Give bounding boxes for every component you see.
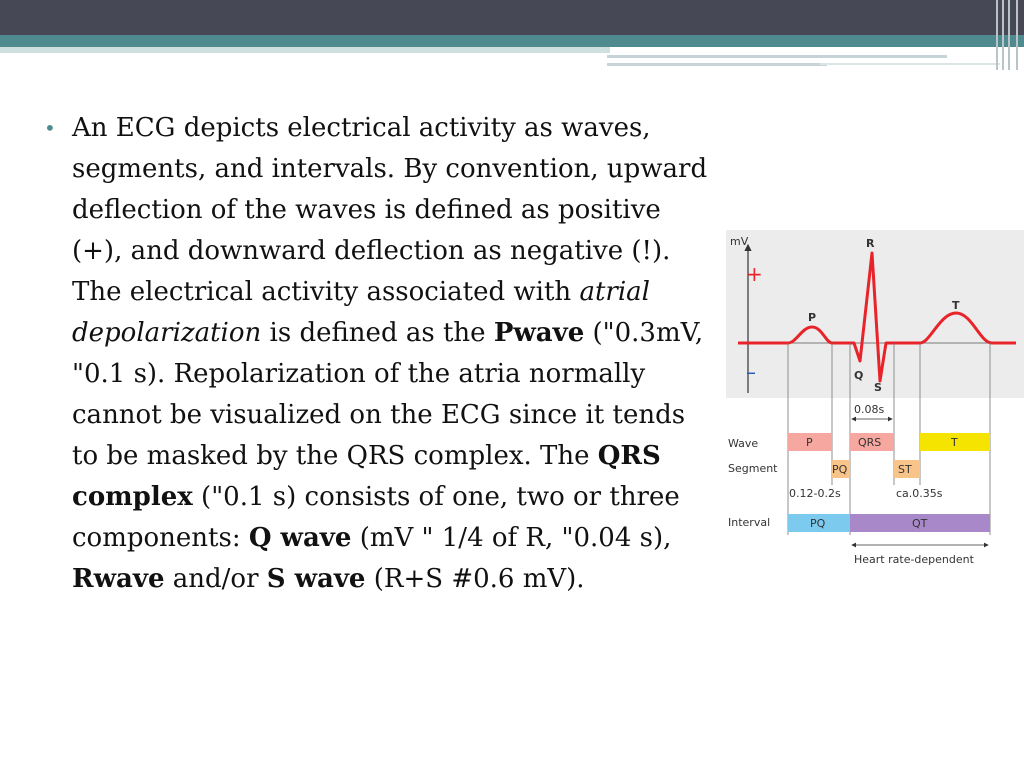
text-run: An ECG depicts electrical activity as waves, segments, and intervals. By convention, upward deflection of the waves is defined as positive (+), and downward deflection as negative (!). The electrical activity associated with: [72, 113, 708, 307]
text-run: ("0.3mV, "0.1 s). Repolarization of the atria normally cannot be visualized on the ECG since it tends to be masked by the QRS complex. The: [72, 318, 704, 471]
segment-bar-st-label: ST: [898, 463, 912, 476]
heart-rate-label: Heart rate-dependent: [854, 553, 974, 566]
row-label-interval: Interval: [728, 516, 771, 529]
text-bold-q-wave: Q wave: [248, 523, 352, 553]
ecg-diagram-svg: [726, 205, 1024, 575]
header-decor-line: [607, 63, 827, 66]
wave-bar-qrs-label: QRS: [858, 436, 882, 449]
qrs-duration-label: 0.08s: [854, 403, 885, 416]
interval-bar-pq-label: PQ: [810, 517, 826, 530]
wave-bar-p-label: P: [806, 436, 813, 449]
negative-sign: –: [746, 360, 756, 384]
ecg-diagram: [726, 205, 1024, 575]
row-label-segment: Segment: [728, 462, 778, 475]
peak-label-q: Q: [854, 369, 864, 382]
positive-sign: +: [746, 262, 763, 286]
qt-time-label: ca.0.35s: [896, 487, 943, 500]
wave-bar-t-label: T: [951, 436, 958, 449]
text-run: is defined as the: [261, 318, 494, 348]
pq-time-label: 0.12-0.2s: [789, 487, 841, 500]
interval-bar-qt-label: QT: [912, 517, 928, 530]
slide-body: [44, 108, 714, 600]
header-teal-stripe: [0, 35, 1024, 47]
peak-label-r: R: [866, 237, 875, 250]
text-run: ("0.1 s) consists of one, two or three components:: [72, 482, 680, 553]
bullet-icon: •: [44, 116, 56, 140]
header-right-accent: [992, 0, 1024, 70]
peak-label-s: S: [874, 381, 882, 394]
header-decor-line: [607, 55, 947, 58]
text-bold-pwave: Pwave: [493, 318, 585, 348]
text-italic-atrial-depolarization: atrial depolarization: [72, 277, 650, 348]
header-light-stripe: [0, 47, 610, 53]
header-decor-line: [820, 63, 1000, 65]
text-run: (mV " 1/4 of R, "0.04 s),: [351, 523, 672, 553]
text-run: and/or: [164, 564, 267, 594]
peak-label-p: P: [808, 311, 817, 324]
peak-label-t: T: [952, 299, 960, 312]
segment-bar-pq-label: PQ: [832, 463, 848, 476]
bullet-paragraph: [72, 108, 714, 600]
text-bold-rwave: Rwave: [72, 564, 165, 594]
text-bold-s-wave: S wave: [266, 564, 366, 594]
y-axis-unit-label: mV: [730, 235, 749, 248]
text-run: (R+S #0.6 mV).: [365, 564, 585, 594]
row-label-wave: Wave: [728, 437, 759, 450]
slide-header-bar: [0, 0, 1024, 35]
text-bold-qrs-complex: QRS complex: [72, 441, 661, 512]
